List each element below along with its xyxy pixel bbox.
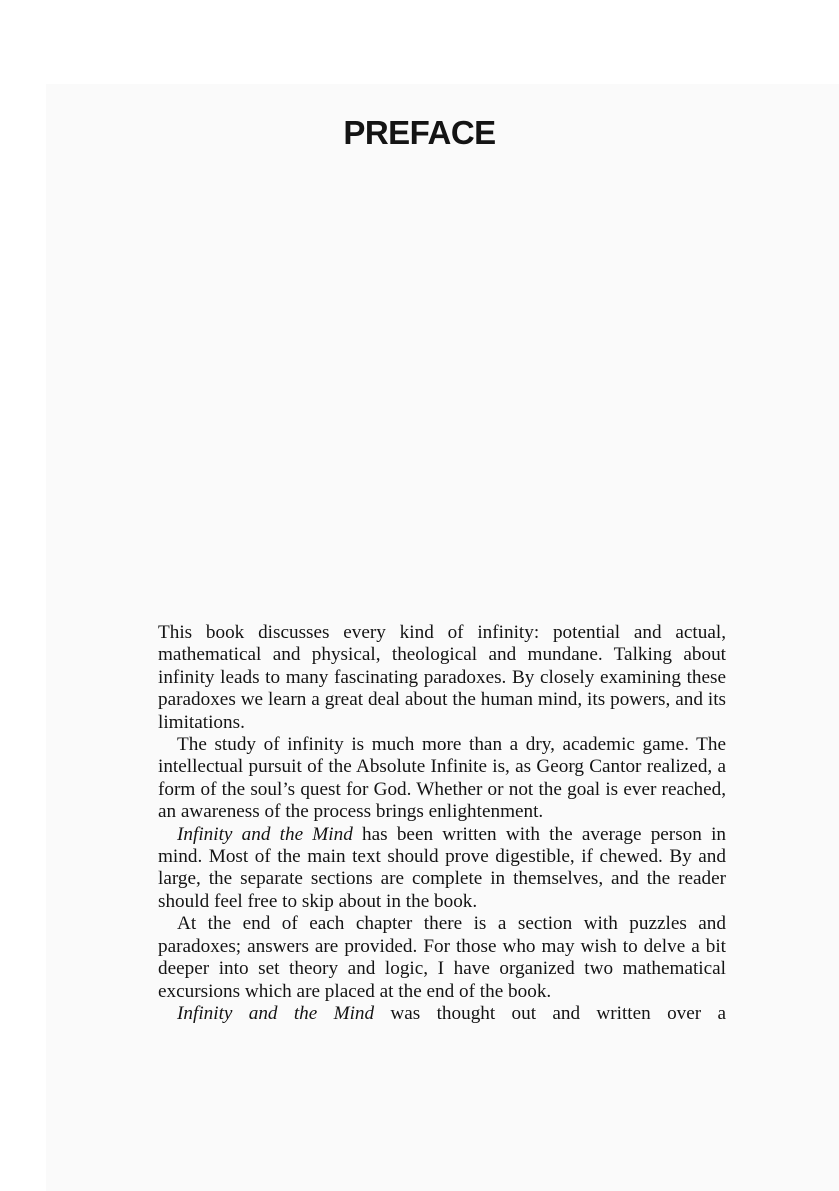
paragraph-2: [158, 734, 726, 824]
paragraph-1: [158, 622, 726, 734]
paragraph-2-text: The study of infinity is much more than a dry, academic game. The intellectual pursuit of the Absolute Infinite is, as Georg Cantor realized, a form of the soul’s quest for God. Whether or not the goal is ever reached, an awareness of the process brings enlightenment.: [158, 734, 726, 823]
preface-body: [158, 622, 726, 1025]
paragraph-1-text: This book discusses every kind of infinity: potential and actual, mathematical and physical, theological and mundane. Talking about infinity leads to many fascinating paradoxes. By closely examining these paradoxes we learn a great deal about the human mind, its powers, and its limitations.: [158, 622, 726, 733]
page-title: PREFACE: [343, 114, 496, 151]
paragraph-5-text: was thought out and written over a: [374, 1002, 726, 1024]
book-title-italic: Infinity and the Mind: [177, 823, 353, 845]
paragraph-3: [158, 824, 726, 914]
paragraph-4: [158, 913, 726, 1003]
paragraph-3-text: has been written with the average person in mind. Most of the main text should prove digestible, if chewed. By and large, the separate sections are complete in themselves, and the reader should feel free to skip about in the book.: [158, 823, 726, 912]
paragraph-4-text: At the end of each chapter there is a section with puzzles and paradoxes; answers are provided. For those who may wish to delve a bit deeper into set theory and logic, I have organized two mathematical excursions which are placed at the end of the book.: [158, 913, 726, 1002]
paragraph-5: [158, 1003, 726, 1025]
book-title-italic: Infinity and the Mind: [177, 1002, 375, 1024]
